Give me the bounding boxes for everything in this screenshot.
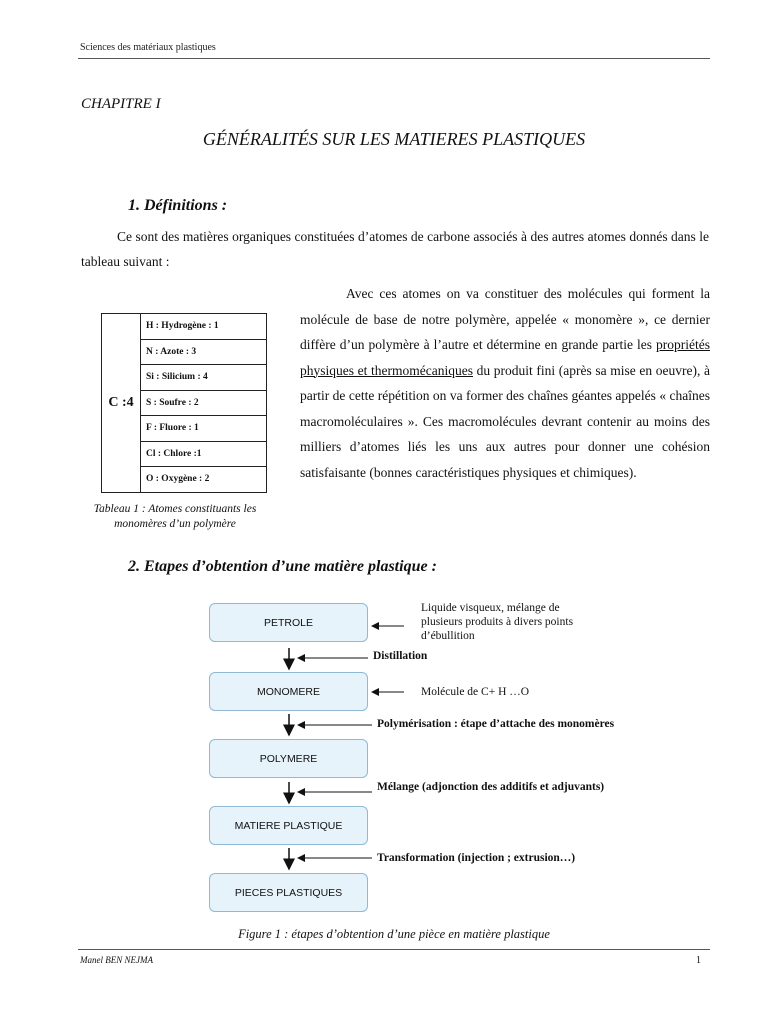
table-row: N : Azote : 3: [141, 339, 267, 365]
chapter-title: GÉNÉRALITÉS SUR LES MATIERES PLASTIQUES: [202, 129, 586, 149]
underlined-properties: propriétés physiques et thermomécaniques: [300, 337, 710, 378]
side-text-1: Avec ces atomes on va constituer des molécules qui forment la molécule de base de notre polymère, appelée « monomère », ce dernier diffère d’un polymère à l’autre et détermine en grande partie les: [300, 286, 710, 352]
table-row: O : Oxygène : 2: [141, 467, 267, 493]
table-row: H : Hydrogène : 1: [141, 314, 267, 340]
footer-rule: [78, 949, 710, 950]
chapter-label: CHAPITRE I: [81, 96, 161, 112]
section-heading-definitions: 1. Définitions :: [128, 197, 228, 214]
step-melange: Mélange (adjonction des additifs et adjuvants): [377, 781, 605, 793]
carbon-cell: C :4: [102, 314, 141, 493]
step-polymerisation: Polymérisation : étape d’attache des monomères: [377, 718, 615, 730]
note-petrole: Liquide visqueux, mélange de plusieurs produits à divers points d’ébullition: [421, 602, 574, 642]
note-monomere: Molécule de C+ H …O: [421, 686, 530, 698]
side-text-2: du produit fini (après sa mise en oeuvre), à partir de cette répétition on va former des chaînes géantes appelés « chaînes macromoléculaires ». Ces macromolécules devrant contenir au moins des milliers d’atomes liés les uns aux autres pour donner une cohésion satisfaisante (bonnes caractéristiques physiques et chimiques).: [300, 362, 710, 480]
box-matiere-plastique: MATIERE PLASTIQUE: [209, 806, 368, 845]
page-number: 1: [696, 955, 701, 966]
step-distillation: Distillation: [373, 650, 428, 662]
figure-caption: Figure 1 : étapes d’obtention d’une pièce en matière plastique: [238, 927, 550, 941]
table-row: Si : Silicium : 4: [141, 365, 267, 391]
table-row: F : Fluore : 1: [141, 416, 267, 442]
footer-author: Manel BEN NEJMA: [80, 955, 153, 965]
table-row: S : Soufre : 2: [141, 390, 267, 416]
box-pieces-plastiques: PIECES PLASTIQUES: [209, 873, 368, 912]
step-transformation: Transformation (injection ; extrusion…): [377, 852, 576, 864]
intro-text: Ce sont des matières organiques constituées d’atomes de carbone associés à des autres atomes donnés dans le tableau suivant :: [81, 229, 709, 269]
box-polymere: POLYMERE: [209, 739, 368, 778]
box-petrole: PETROLE: [209, 603, 368, 642]
table-caption: Tableau 1 : Atomes constituants les monomères d’un polymère: [93, 503, 257, 530]
running-header: Sciences des matériaux plastiques: [80, 42, 216, 53]
box-monomere: MONOMERE: [209, 672, 368, 711]
section-heading-steps: 2. Etapes d’obtention d’une matière plastique :: [128, 558, 437, 575]
table-row: Cl : Chlore :1: [141, 441, 267, 467]
